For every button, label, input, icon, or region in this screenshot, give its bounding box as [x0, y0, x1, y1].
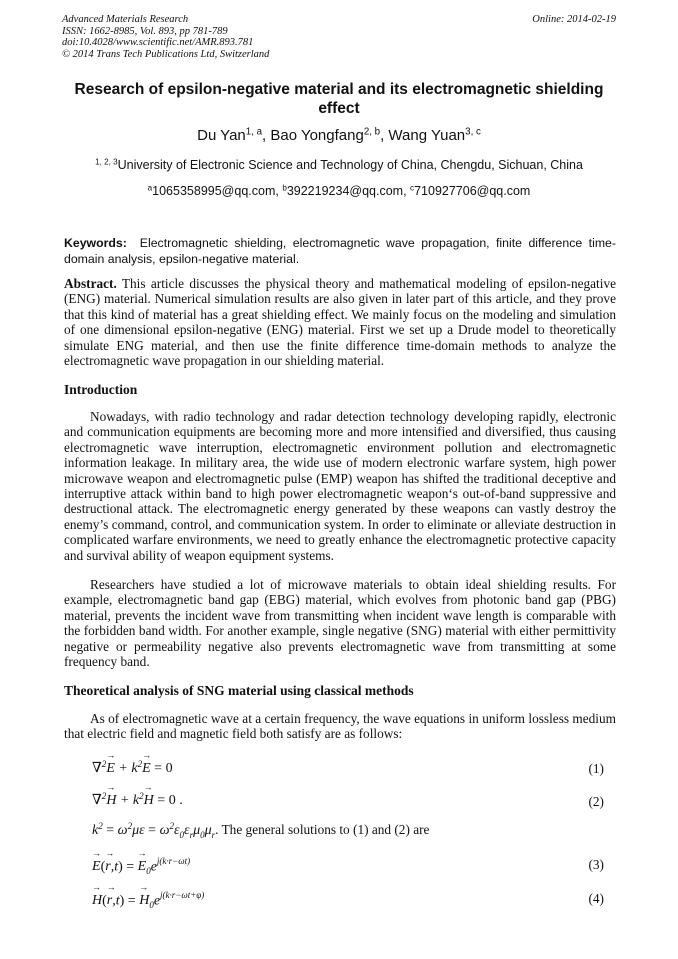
online-date: Online: 2014-02-19	[532, 14, 616, 25]
equation-4: → H(→ r,t) = → $H_0e^{j(k\cdot r-\omega t+\varphi)}$	[92, 890, 204, 910]
author-name: Wang Yuan	[388, 127, 466, 144]
equation-3: → E(→ r,t) = → $E_0e^{j(k\cdot r-\omega t)}$	[92, 856, 190, 876]
equation-number: (4)	[588, 891, 604, 906]
section-heading-introduction: Introduction	[64, 382, 138, 397]
copyright: © 2014 Trans Tech Publications Ltd, Switzerland	[62, 48, 270, 60]
affiliation	[62, 158, 616, 172]
email-link[interactable]: 392219234@qq.com	[286, 184, 404, 198]
author-sup: 1, a	[245, 126, 263, 138]
section-heading-theory: Theoretical analysis of SNG material using classical methods	[64, 683, 414, 698]
email-link[interactable]: 1065358995@qq.com	[152, 184, 276, 198]
author-list: Du Yan$^{1, a}$, Bao Yongfang$^{2, b}$, Wang Yuan$^{3, c}$	[197, 126, 481, 144]
general-solution-text: . The general solutions to (1) and (2) are	[215, 822, 430, 837]
doi: doi:10.4028/www.scientific.net/AMR.893.781	[62, 37, 254, 48]
intro-paragraph-1: Nowadays, with radio technology and radar detection technology developing rapidly, electronic and communication equipments are becoming more and more intensified and diversified, thus causing electromagnetic wave interruption, electromagnetic environment pollution and electromagnetic information leakage. In military area, the wide use of modern electronic warfare system, high power microwave weapon and electromagnetic pulse (EMP) weapon has shifted the traditional deceptive and interruptive attack within band to high power electromagnetic weapon‘s out-of-band suppressive and destructional attack. The electromagnetic energy generated by these weapons can vastly destroy the enemy’s command, control, and communication system. In order to eliminate or alleviate destruction in complicated warfare environments, we need to greatly enhance the electromagnetic protective capacity and survival ability of weapon equipment systems.	[64, 409, 616, 563]
email-list: $^a$1065358995@qq.com, $^b$392219234@qq.com, $^c$710927706@qq.com	[147, 183, 531, 198]
abstract-label: Abstract.	[64, 276, 117, 291]
theory-paragraph-1: As of electromagnetic wave at a certain frequency, the wave equations in uniform lossless medium that electric field and magnetic field both satisfy are as follows:	[64, 711, 616, 742]
journal-header	[62, 14, 269, 60]
affiliation-sup: 1, 2, 3	[95, 157, 118, 167]
affiliation-text: University of Electronic Science and Technology of China, Chengdu, Sichuan, China	[117, 158, 583, 172]
author-sup: 3, c	[465, 126, 481, 138]
equation-number: (1)	[588, 761, 604, 776]
abstract-text: This article discusses the physical theory and mathematical modeling of epsilon-negative (ENG) material. Numerical simulation results are also given in later part of this article, and they prove that this kind of material has a great shielding effect. We mainly focus on the modeling and simulation of one dimensional epsilon-negative (ENG) material. First we set up a Drude model to theoretically simulate ENG material, and then use the finite difference time-domain methods to analyze the electromagnetic wave propagation in our shielding material.	[64, 276, 616, 369]
author-name: Bao Yongfang	[270, 127, 364, 144]
equation-2: $\nabla^2\to H + k^2\to H = 0$ .	[92, 792, 183, 809]
email-sup: c	[410, 183, 415, 193]
author-sup: 2, b	[363, 126, 381, 138]
abstract	[64, 276, 616, 368]
keywords	[64, 236, 616, 267]
email-link[interactable]: 710927706@qq.com	[414, 184, 531, 198]
email-sup: a	[147, 183, 153, 193]
paper-title: Research of epsilon-negative material and its electromagnetic shielding effect	[74, 81, 604, 117]
issn: ISSN: 1662-8985, Vol. 893, pp 781-789	[62, 25, 228, 37]
keywords-label: Keywords:	[64, 236, 127, 250]
author-name: Du Yan	[197, 127, 246, 144]
equation-number: (2)	[588, 794, 604, 809]
keywords-text: Electromagnetic shielding, electromagnetic wave propagation, finite difference time-domain analysis, epsilon-negative material.	[64, 236, 616, 266]
journal-name: Advanced Materials Research	[62, 14, 189, 25]
equation-1: $\nabla^2\to E + k^2\to E = 0$	[92, 760, 173, 777]
intro-paragraph-2: Researchers have studied a lot of microwave materials to obtain ideal shielding results. For example, electromagnetic band gap (EBG) material, which evolves from photonic band gap (PBG) material, prevents the incident wave from transmitting when incident wave length is comparable with the forbidden band width. For another example, single negative (SNG) material with either permittivity negative or permeability negative also prevents electromagnetic wave from transmitting at some frequency band.	[64, 577, 616, 670]
equation-number: (3)	[588, 857, 604, 872]
wavenumber-equation: $k^2 = \omega^2\mu\varepsilon = \omega^2\varepsilon_0\varepsilon_r\mu_0\mu_r$. The general solutions to (1) and (2) are	[92, 821, 430, 840]
email-sup: b	[282, 183, 287, 193]
